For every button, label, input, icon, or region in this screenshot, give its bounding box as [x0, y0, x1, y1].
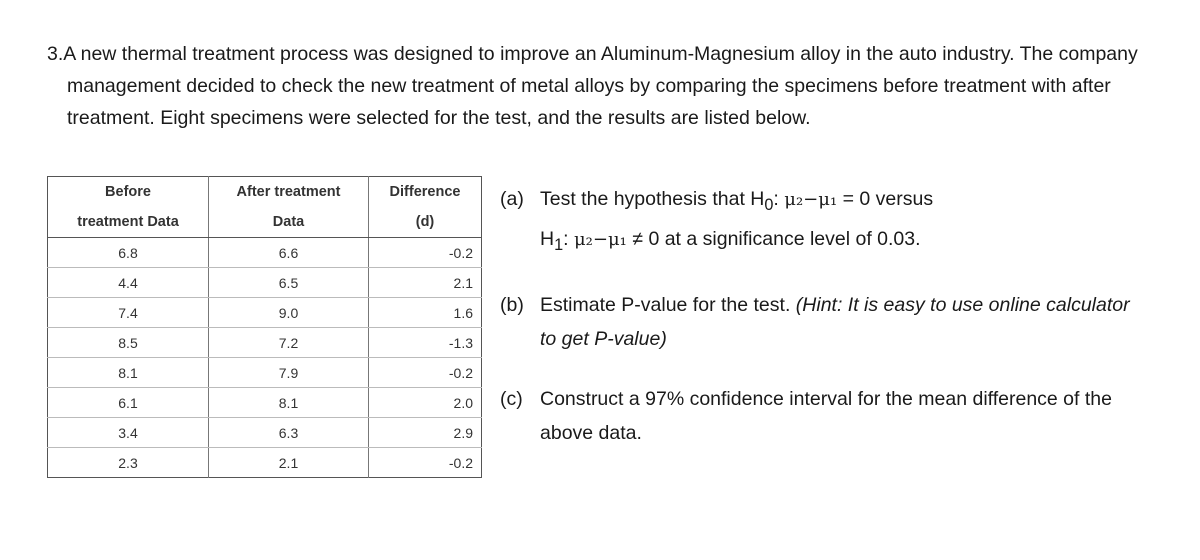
cell-difference: 2.1 [369, 268, 482, 298]
question-b-label: (b) [500, 293, 524, 316]
cell-before: 8.5 [48, 328, 209, 358]
table-header-row [48, 177, 482, 208]
header-diff-line1: Difference [389, 184, 461, 200]
cell-before: 6.8 [48, 238, 209, 268]
cell-after: 6.5 [209, 268, 369, 298]
header-diff-line2: (d) [369, 207, 482, 238]
question-a-colon: : [773, 188, 785, 210]
question-c-label: (c) [500, 387, 523, 410]
question-list [500, 182, 1140, 450]
question-b-hint: (Hint: It is easy to use online calculator to get P-value) [540, 293, 1130, 350]
table-row [48, 448, 482, 478]
problem-intro: 3.A new thermal treatment process was designed to improve an Aluminum-Magnesium alloy in the auto industry. The company management decided to check the new treatment of metal alloys by comparing the specimens before treatment with after treatment. Eight specimens were selected for the test, and the results are listed below. [47, 43, 1138, 129]
table-header-row [48, 207, 482, 238]
cell-before: 8.1 [48, 358, 209, 388]
cell-after: 7.9 [209, 358, 369, 388]
cell-after: 9.0 [209, 298, 369, 328]
cell-difference: 1.6 [369, 298, 482, 328]
cell-difference: -0.2 [369, 238, 482, 268]
cell-after: 2.1 [209, 448, 369, 478]
question-a-body [540, 182, 1140, 262]
table-row [48, 388, 482, 418]
question-b [500, 288, 1140, 356]
cell-after: 6.3 [209, 418, 369, 448]
cell-difference: 2.0 [369, 388, 482, 418]
question-a-h0-subscript: 0 [764, 195, 774, 214]
header-before-line1: Before [48, 177, 209, 208]
table-body [48, 238, 482, 478]
question-a-line2 [540, 222, 1140, 262]
question-c-text: Construct a 97% confidence interval for the mean difference of the above data. [540, 387, 1112, 444]
table-row [48, 358, 482, 388]
cell-after: 7.2 [209, 328, 369, 358]
cell-difference: -0.2 [448, 454, 473, 471]
cell-before: 6.1 [48, 388, 209, 418]
question-b-text: Estimate P-value for the test. [540, 293, 796, 316]
header-before-line2: treatment Data [48, 207, 209, 238]
cell-difference: 2.9 [369, 418, 482, 448]
table-row [48, 298, 482, 328]
question-b-body [540, 288, 1140, 356]
question-a-h0-expression: μ₂−μ₁ [784, 189, 838, 210]
question-a [500, 182, 1140, 262]
question-a-h1-expression: μ₂−μ₁ [573, 228, 627, 250]
question-a-label: (a) [500, 188, 524, 210]
header-after-line1: After treatment [209, 177, 369, 208]
cell-before: 7.4 [48, 298, 209, 328]
cell-after: 6.6 [209, 238, 369, 268]
question-a-prefix: Test the hypothesis that H [540, 188, 765, 210]
question-a-h1-prefix: H [540, 227, 555, 250]
cell-after: 8.1 [209, 388, 369, 418]
problem-content [47, 176, 1167, 496]
question-a-h1-colon: : [563, 227, 574, 250]
cell-before: 3.4 [48, 418, 209, 448]
question-c [500, 382, 1140, 450]
table-row [48, 268, 482, 298]
question-a-h1-suffix: ≠ 0 at a significance level of 0.03. [626, 227, 921, 250]
header-after-line2: Data [209, 207, 369, 238]
table-row [48, 238, 482, 268]
cell-before: 2.3 [48, 448, 209, 478]
question-a-line1 [540, 182, 1140, 222]
table-row [48, 418, 482, 448]
problem-statement [47, 38, 1147, 134]
question-a-h0-suffix: = 0 versus [837, 188, 934, 210]
cell-before: 4.4 [48, 268, 209, 298]
data-table [47, 176, 482, 478]
table-row [48, 328, 482, 358]
cell-difference: -1.3 [369, 328, 482, 358]
question-a-h1-subscript: 1 [554, 235, 564, 254]
cell-difference: -0.2 [369, 358, 482, 388]
